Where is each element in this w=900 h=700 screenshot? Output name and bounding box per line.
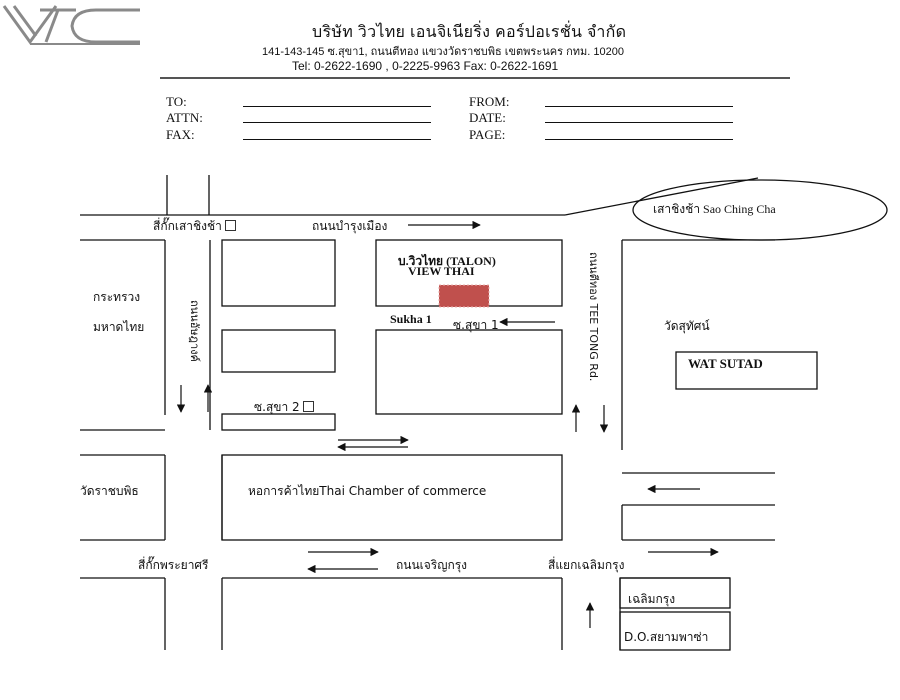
company-name: บริษัท วิวไทย เอนจิเนียริ่ง คอร์ปอเรชั่น จำกัด	[312, 24, 627, 41]
company-phone: Tel: 0-2622-1690 , 0-2225-9963 Fax: 0-2622-1691	[292, 59, 559, 73]
sao-ching-cha-corner-text: สี่กั๊กเสาชิงช้า	[153, 219, 222, 233]
tee-tong-road-label: ถนนตีทอง TEE TONG Rd.	[587, 252, 600, 382]
city-block	[376, 330, 562, 414]
attn-label: ATTN:	[166, 110, 203, 125]
sukha2-label	[254, 398, 314, 417]
fax-label: FAX:	[166, 127, 195, 142]
wat-ratchabophit-label: วัดราชบพิธ	[80, 484, 139, 498]
sukha2-text: ซ.สุขา 2	[254, 400, 300, 414]
chaloem-krung-intersection-label: สี่แยกเฉลิมกรุง	[548, 558, 625, 572]
company-building-th-label: บ.วิวไทย (TALON)	[398, 254, 496, 268]
city-block	[222, 240, 335, 306]
ministry-label-line1: กระทรวง	[93, 290, 141, 304]
page-label: PAGE:	[469, 127, 506, 142]
wat-sutad-th-label: วัดสุทัศน์	[664, 319, 710, 333]
ministry-label-line2: มหาดไทย	[93, 320, 145, 334]
square-icon	[303, 401, 314, 412]
charoen-krung-road-label: ถนนเจริญกรุง	[396, 558, 468, 572]
sao-ching-cha-label: เสาชิงช้า Sao Ching Cha	[653, 202, 776, 216]
bamrung-mueang-road-label: ถนนบำรุงเมือง	[312, 219, 388, 233]
phraeng-sanphasat-corner-label: สี่กั๊กพระยาศรี	[138, 558, 209, 572]
company-address: 141-143-145 ซ.สุขา1, ถนนตีทอง แขวงวัดราชบพิธ เขตพระนคร กทม. 10200	[262, 46, 624, 58]
do-siam-label: D.O.สยามพาซ่า	[624, 630, 709, 644]
sukha1-en-label: Sukha 1	[390, 312, 432, 326]
from-label: FROM:	[469, 94, 510, 109]
city-block	[222, 330, 335, 372]
to-label: TO:	[166, 94, 187, 109]
sao-ching-cha-corner-label	[153, 217, 236, 236]
chaloem-krung-theatre-label: เฉลิมกรุง	[628, 592, 676, 606]
date-label: DATE:	[469, 110, 506, 125]
company-building-en-label: VIEW THAI	[408, 264, 475, 278]
office-marker	[439, 285, 489, 307]
atsadang-road-label: ถนนอัษฎางค์	[188, 300, 201, 362]
wat-sutad-en-label: WAT SUTAD	[688, 356, 763, 371]
chamber-of-commerce-label: หอการค้าไทยThai Chamber of commerce	[248, 484, 487, 498]
sukha1-th-label: ซ.สุขา 1	[453, 318, 499, 332]
square-icon	[225, 220, 236, 231]
